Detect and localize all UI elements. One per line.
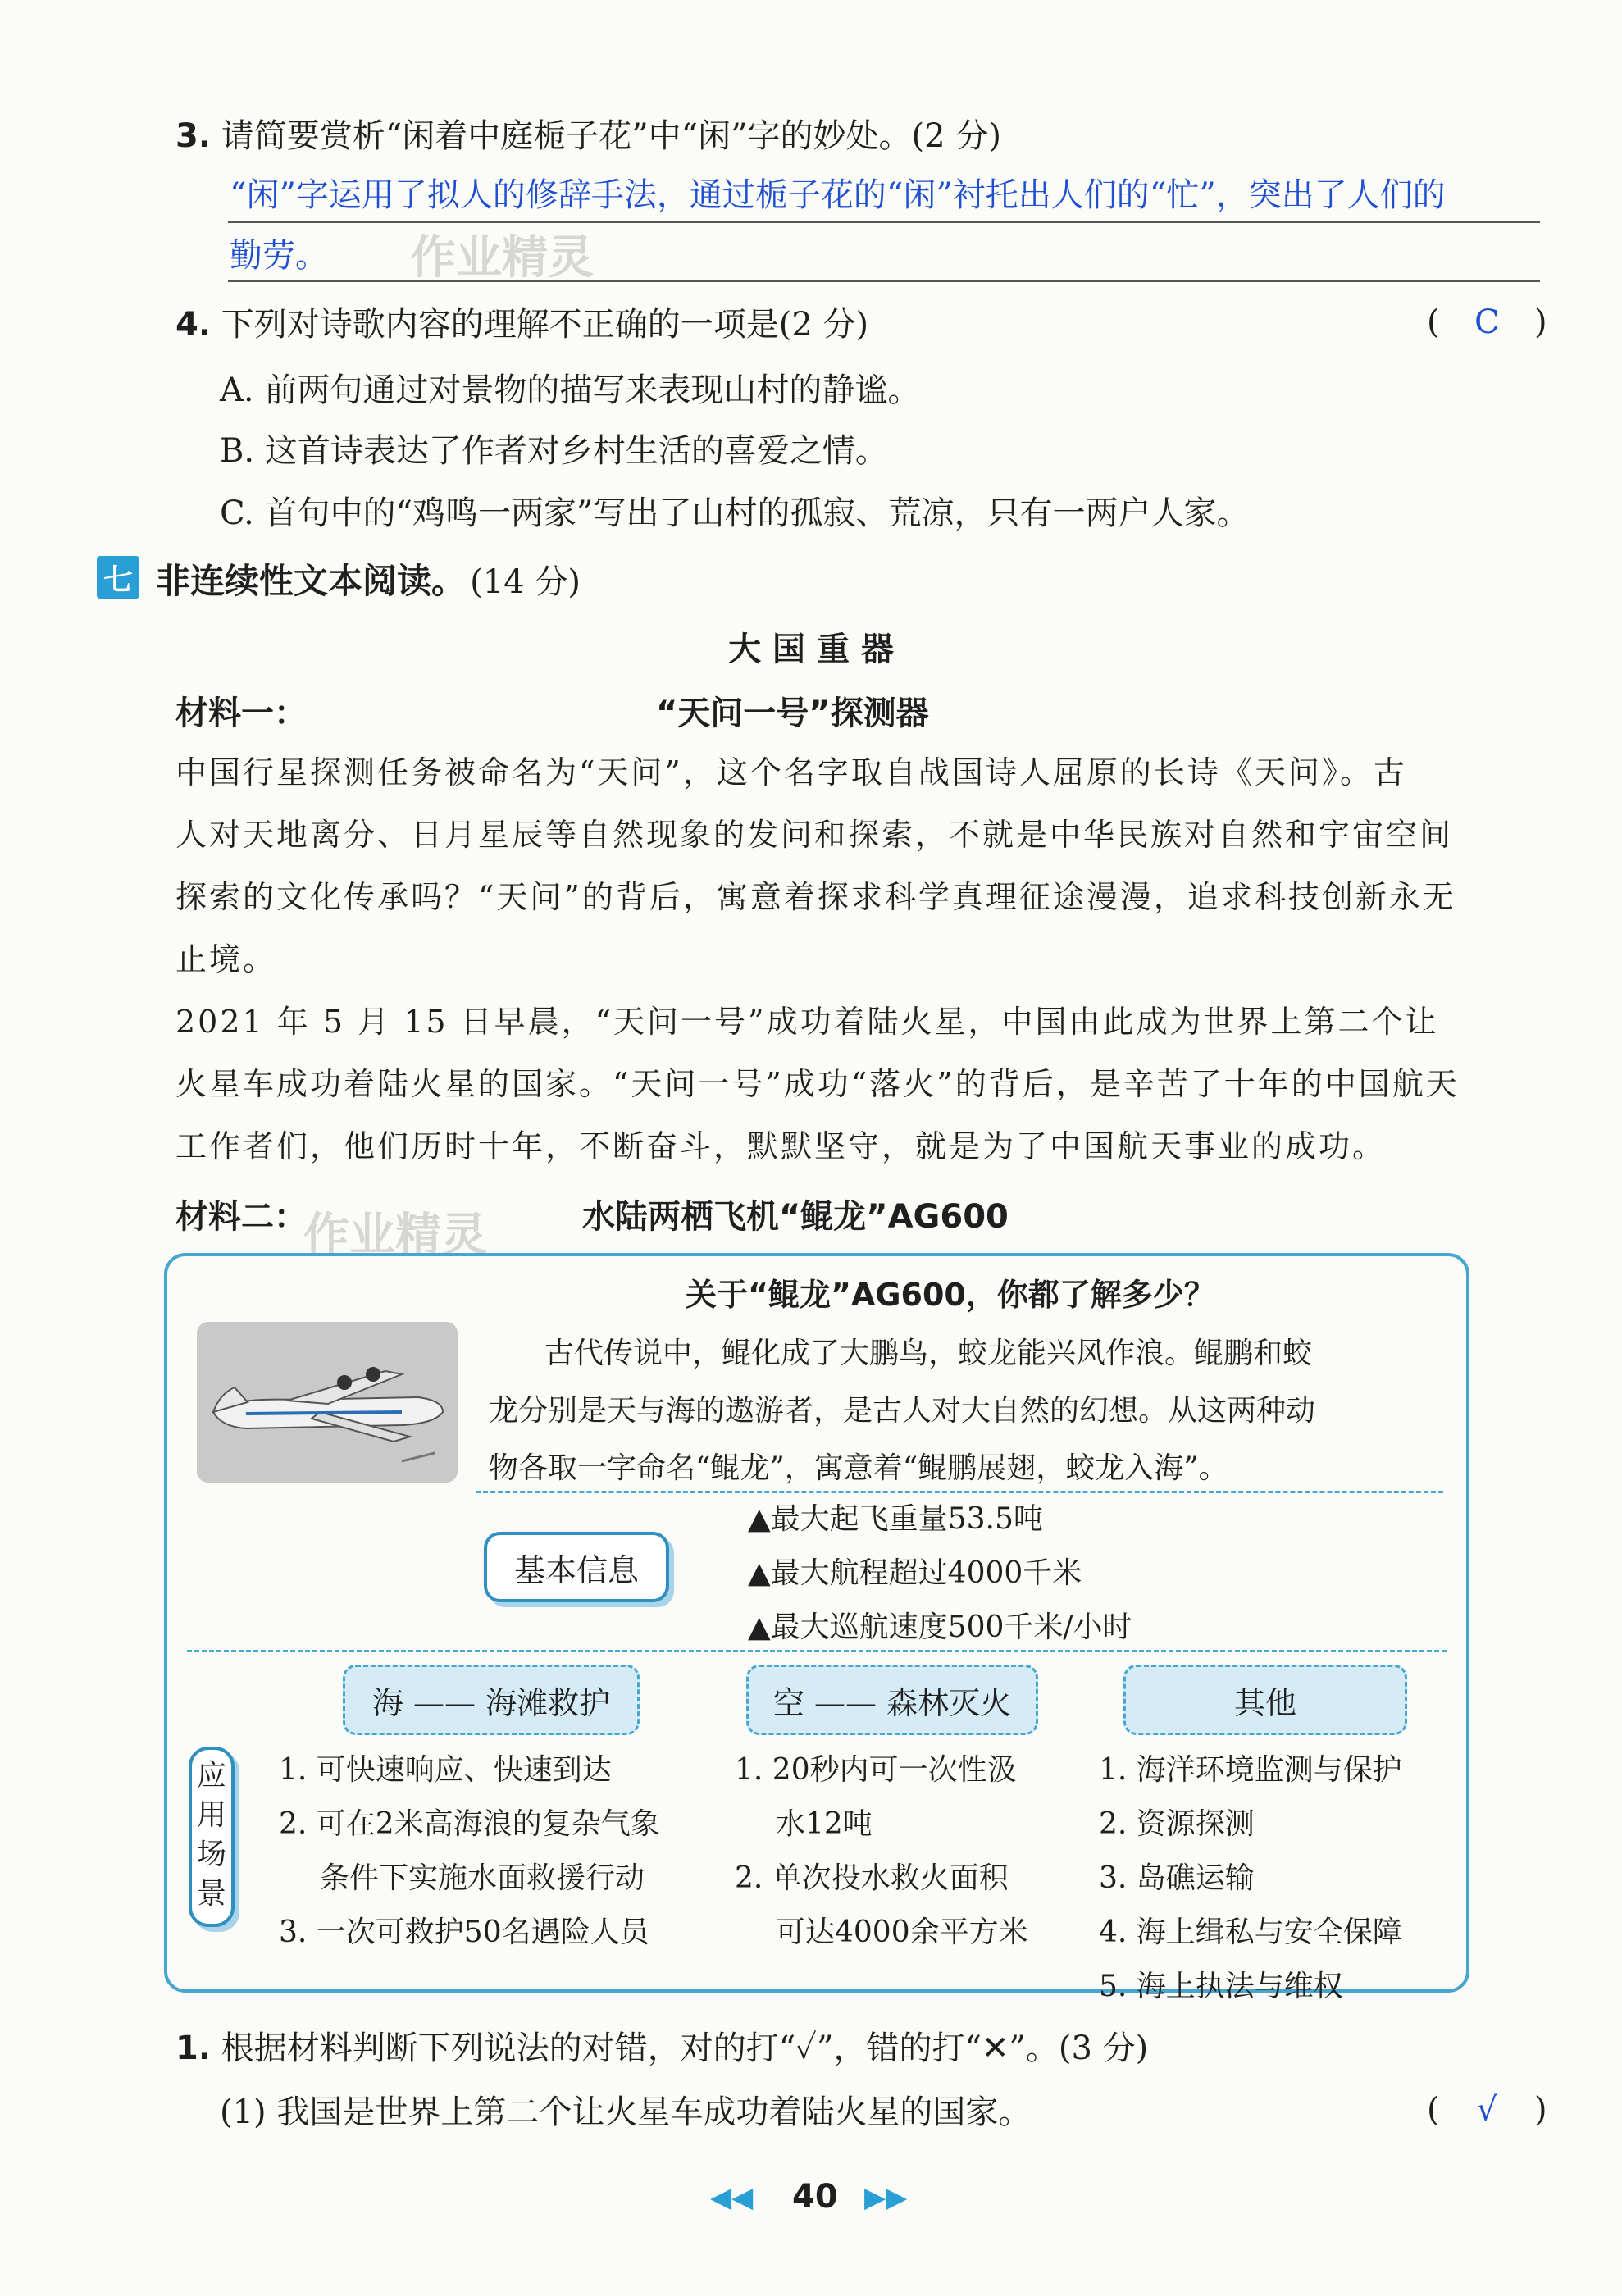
page-number: 40 <box>792 2178 838 2216</box>
paren-close: ) <box>1534 303 1547 341</box>
option-b: B. 这首诗表达了作者对乡村生活的喜爱之情。 <box>220 432 888 470</box>
intro-line: 物各取一字命名“鲲龙”，寓意着“鲲鹏展翅，蛟龙入海”。 <box>489 1451 1228 1485</box>
material-1-line: 中国行星探测任务被命名为“天问”，这个名字取自战国诗人屈原的长诗《天问》。古 <box>175 754 1407 790</box>
seaplane-photo <box>197 1322 458 1483</box>
sea-item: 2. 可在2米高海浪的复杂气象 <box>279 1807 660 1841</box>
answer-parentheses <box>1427 2091 1547 2129</box>
category-sea: 海 —— 海滩救护 <box>343 1665 640 1735</box>
sea-item: 3. 一次可救护50名遇险人员 <box>279 1916 649 1949</box>
info-heading: 关于“鲲龙”AG600，你都了解多少？ <box>686 1277 1215 1313</box>
basic-item: ▲最大航程超过4000千米 <box>748 1556 1082 1590</box>
sea-item: 1. 可快速响应、快速到达 <box>279 1753 612 1787</box>
material-1-title: “天问一号”探测器 <box>656 695 929 732</box>
material-2-label: 材料二： <box>175 1198 307 1236</box>
option-a: A. 前两句通过对景物的描写来表现山村的静谧。 <box>220 371 921 409</box>
material-2-title: 水陆两栖飞机“鲲龙”AG600 <box>582 1198 1009 1236</box>
prev-arrows-icon: ◀◀ <box>710 2181 754 2214</box>
intro-line: 古代传说中，鲲化成了大鹏鸟，蛟龙能兴风作浪。鲲鹏和蛟 <box>544 1337 1313 1370</box>
other-item: 4. 海上缉私与安全保障 <box>1099 1916 1402 1949</box>
material-1-line: 火星车成功着陆火星的国家。“天问一号”成功“落火”的背后，是辛苦了十年的中国航天 <box>175 1066 1460 1102</box>
paren-close: ) <box>1534 2091 1547 2129</box>
answer-parentheses <box>1427 303 1547 341</box>
other-item: 5. 海上执法与维权 <box>1099 1970 1343 2003</box>
question-number: 3. <box>175 117 212 155</box>
subquestion-1: (1) 我国是世界上第二个让火星车成功着陆火星的国家。 <box>220 2093 1032 2131</box>
air-item: 2. 单次投水救火面积 <box>735 1861 1009 1895</box>
material-1-line: 探索的文化传承吗？“天问”的背后，寓意着探求科学真理征途漫漫，追求科技创新永无 <box>175 879 1456 915</box>
watermark: 作业精灵 <box>410 231 594 285</box>
divider <box>187 1650 1447 1652</box>
other-item: 3. 岛礁运输 <box>1099 1861 1255 1895</box>
basic-item: ▲最大巡航速度500千米/小时 <box>748 1610 1132 1644</box>
article-title: 大 国 重 器 <box>728 631 894 668</box>
question-3 <box>175 115 1001 157</box>
material-1-label: 材料一： <box>175 695 307 732</box>
section-badge: 七 <box>97 556 139 599</box>
scene-label: 应用场景 <box>189 1747 235 1927</box>
other-item: 2. 资源探测 <box>1099 1807 1255 1841</box>
judgement-answer: √ <box>1476 2091 1498 2129</box>
choice-answer: C <box>1474 303 1500 341</box>
material-1-line: 人对天地离分、日月星辰等自然现象的发问和探索，不就是中华民族对自然和宇宙空间 <box>175 817 1454 853</box>
airplane-icon <box>197 1322 458 1483</box>
material-1-line: 止境。 <box>175 941 277 977</box>
material-1-line: 2021 年 5 月 15 日早晨，“天问一号”成功着陆火星，中国由此成为世界上第二个让 <box>175 1004 1439 1040</box>
section-title <box>156 554 581 604</box>
paren-open: ( <box>1427 2091 1440 2129</box>
question-number: 4. <box>175 306 212 344</box>
answer-line-2: 勤劳。 <box>230 237 328 275</box>
air-item: 1. 20秒内可一次性汲 <box>735 1753 1017 1787</box>
sea-item: 条件下实施水面救援行动 <box>320 1861 645 1895</box>
question-4 <box>175 303 868 346</box>
air-item: 水12吨 <box>776 1807 873 1841</box>
basic-item: ▲最大起飞重量53.5吨 <box>748 1502 1043 1536</box>
question-1 <box>175 2027 1148 2070</box>
other-item: 1. 海洋环境监测与保护 <box>1099 1753 1402 1787</box>
air-item: 可达4000余平方米 <box>776 1916 1028 1949</box>
category-air: 空 —— 森林灭火 <box>746 1665 1038 1735</box>
answer-line-1: “闲”字运用了拟人的修辞手法，通过栀子花的“闲”衬托出人们的“忙”，突出了人们的 <box>230 176 1446 214</box>
next-arrows-icon: ▶▶ <box>864 2181 908 2214</box>
section-title-text: 非连续性文本阅读。 <box>156 561 467 601</box>
category-other: 其他 <box>1123 1665 1407 1735</box>
material-1-line: 工作者们，他们历时十年，不断奋斗，默默坚守，就是为了中国航天事业的成功。 <box>175 1128 1387 1164</box>
question-text: 根据材料判断下列说法的对错，对的打“✓”，错的打“✕”。(3 分) <box>221 2029 1149 2067</box>
section-points: (14 分) <box>470 563 581 601</box>
question-text: 下列对诗歌内容的理解不正确的一项是(2 分) <box>221 306 869 344</box>
basic-info-label: 基本信息 <box>484 1532 669 1602</box>
paren-open: ( <box>1427 303 1440 341</box>
question-number: 1. <box>175 2029 212 2067</box>
watermark: 作业精灵 <box>303 1209 487 1262</box>
option-c: C. 首句中的“鸡鸣一两家”写出了山村的孤寂、荒凉，只有一两户人家。 <box>220 494 1250 532</box>
question-text: 请简要赏析“闲着中庭栀子花”中“闲”字的妙处。(2 分) <box>221 117 1001 155</box>
intro-line: 龙分别是天与海的遨游者，是古人对大自然的幻想。从这两种动 <box>489 1394 1316 1428</box>
